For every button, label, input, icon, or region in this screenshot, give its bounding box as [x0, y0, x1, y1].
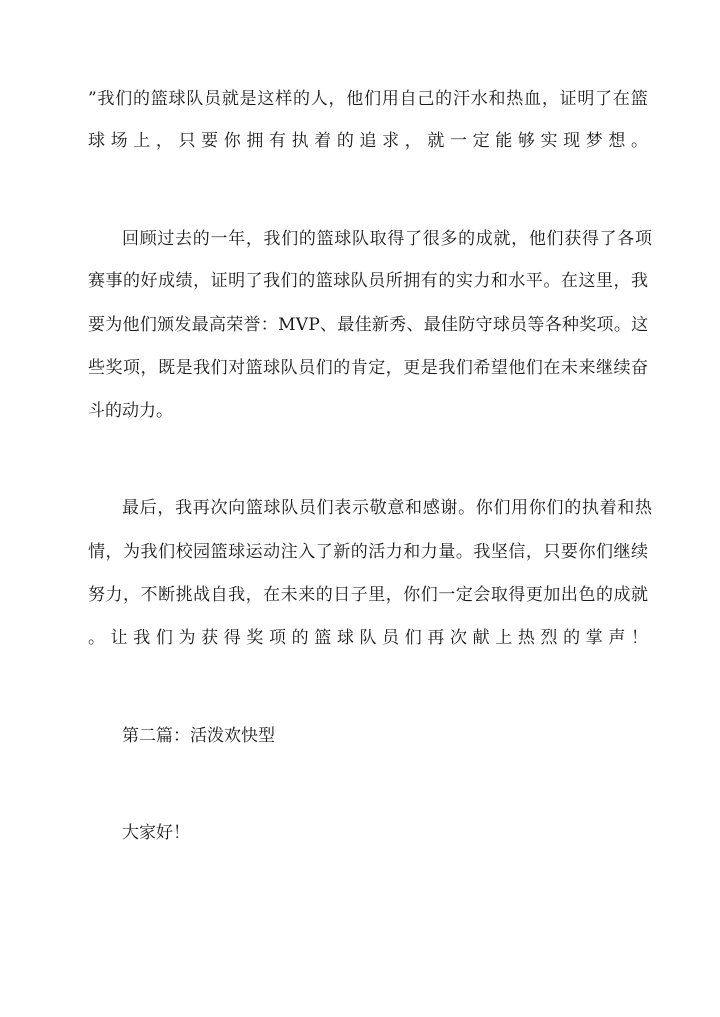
paragraph-2-line-3: 要为他们颁发最高荣誉：MVP、最佳新秀、最佳防守球员等各种奖项。这 — [88, 315, 649, 335]
section-heading: 第二篇：活泼欢快型 — [122, 726, 275, 746]
paragraph-2-line-4: 些奖项，既是我们对篮球队员们的肯定，更是我们希望他们在未来继续奋 — [88, 358, 649, 378]
paragraph-1-line-1: ”我们的篮球队员就是这样的人，他们用自己的汗水和热血，证明了在篮 — [88, 89, 649, 109]
paragraph-2-line-1: 回顾过去的一年，我们的篮球队取得了很多的成就，他们获得了各项 — [122, 229, 653, 249]
paragraph-3-line-4: 。让我们为获得奖项的篮球队员们再次献上热烈的掌声！ — [88, 628, 654, 648]
paragraph-3-line-2: 情，为我们校园篮球运动注入了新的活力和力量。我坚信，只要你们继续 — [88, 542, 649, 562]
greeting-line: 大家好！ — [122, 823, 190, 843]
paragraph-3-line-1: 最后，我再次向篮球队员们表示敬意和感谢。你们用你们的执着和热 — [122, 498, 653, 518]
paragraph-3-line-3: 努力，不断挑战自我，在未来的日子里，你们一定会取得更加出色的成就 — [88, 585, 649, 605]
paragraph-1-line-2: 球场上，只要你拥有执着的追求，就一定能够实现梦想。 — [88, 131, 654, 151]
paragraph-2-line-5: 斗的动力。 — [88, 401, 173, 421]
paragraph-2-line-2: 赛事的好成绩，证明了我们的篮球队员所拥有的实力和水平。在这里，我 — [88, 271, 649, 291]
